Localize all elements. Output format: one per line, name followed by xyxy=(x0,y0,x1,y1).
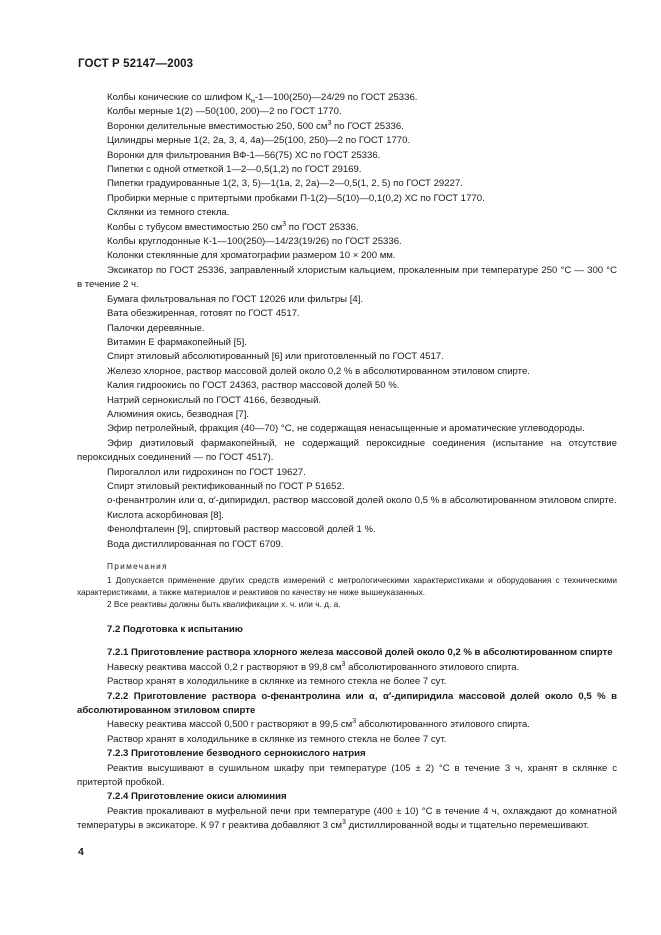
subsection-7-2-1-paragraph-1: Навеску реактива массой 0,2 г растворяют в 99,8 $см^3$ абсолютированного этилового спирта. xyxy=(107,660,520,673)
list-item: Калия гидроокись по ГОСТ 24363, раствор массовой долей 50 %. xyxy=(107,380,400,392)
list-item: Палочки деревянные. xyxy=(107,322,205,334)
list-item: Колбы конические со шлифом $К_н-1—100(250)—24/29$ по ГОСТ 25336. xyxy=(107,92,418,105)
list-item: Пирогаллол или гидрохинон по ГОСТ 19627. xyxy=(107,466,306,478)
list-item: Колбы круглодонные К-1—100(250)—14/23(19/26) по ГОСТ 25336. xyxy=(107,236,402,248)
list-item: Спирт этиловый абсолютированный [6] или приготовленный по ГОСТ 4517. xyxy=(107,351,444,363)
list-item: Бумага фильтровальная по ГОСТ 12026 или фильтры [4]. xyxy=(107,293,364,305)
list-item: Железо хлорное, раствор массовой долей около 0,2 % в абсолютированном этиловом спирте. xyxy=(107,365,530,377)
list-item: Воронки делительные вместимостью 250, 500 $см^3$ по ГОСТ 25336. xyxy=(107,119,404,132)
list-item: Эксикатор по ГОСТ 25336, заправленный хлористым кальцием, прокаленным при температуре 250 °С — 300 °С в течение 2 ч. xyxy=(77,264,617,291)
list-item: Фенолфталеин [9], спиртовый раствор массовой долей 1 %. xyxy=(107,524,376,536)
list-item: Цилиндры мерные 1(2, 2а, 3, 4, 4а)—25(100, 250)—2 по ГОСТ 1770. xyxy=(107,135,411,147)
note-2: 2 Все реактивы должны быть квалификации х. ч. или ч. д. а. xyxy=(107,599,341,609)
list-item: Колбы мерные 1(2) —50(100, 200)—2 по ГОСТ 1770. xyxy=(107,106,342,118)
list-item: Эфир петролейный, фракция (40—70) °С, не содержащая ненасыщенные и ароматические углеводороды. xyxy=(107,423,585,435)
list-item: Пробирки мерные с притертыми пробками П-1(2)—5(10)—0,1(0,2) ХС по ГОСТ 1770. xyxy=(107,192,485,204)
document-header: ГОСТ Р 52147—2003 xyxy=(78,58,194,70)
subsection-7-2-3-paragraph-1: Реактив высушивают в сушильном шкафу при температуре (105 ± 2) °С в течение 3 ч, хранят в склянке с притертой пробкой. xyxy=(77,762,617,789)
subsection-7-2-4-title: 7.2.4 Приготовление окиси алюминия xyxy=(107,791,287,803)
section-title: 7.2 Подготовка к испытанию xyxy=(107,624,243,635)
list-item: о-фенантролин или α, α′-дипиридил, раствор массовой долей около 0,5 % в абсолютированном этиловом спирте. xyxy=(107,495,617,507)
subsection-7-2-1-title: 7.2.1 Приготовление раствора хлорного железа массовой долей около 0,2 % в абсолютированном спирте xyxy=(107,647,613,659)
list-item: Колонки стеклянные для хроматографии размером 10 × 200 мм. xyxy=(107,250,396,262)
page-number: 4 xyxy=(78,846,84,858)
document-body xyxy=(77,90,617,834)
subsection-7-2-2-title: 7.2.2 Приготовление раствора о-фенантролина или α, α′-дипиридила массовой долей около 0,5 % в абсолютированном этиловом спирте xyxy=(77,690,617,717)
subsection-7-2-2-paragraph-2: Раствор хранят в холодильнике в склянке из темного стекла не более 7 сут. xyxy=(107,733,447,745)
note-1: 1 Допускается применение других средств измерений с метрологическими характеристиками и оборудования с техническими характеристиками, а также материалов и реактивов по качеству не ниже вышеуказанных. xyxy=(77,575,617,597)
subsection-7-2-2-paragraph-1: Навеску реактива массой 0,500 г растворяют в 99,5 $см^3$ абсолютированного этилового спирта. xyxy=(107,718,530,731)
equipment-list xyxy=(77,91,617,552)
list-item: Спирт этиловый ректификованный по ГОСТ Р 51652. xyxy=(107,480,345,492)
list-item: Вата обезжиренная, готовят по ГОСТ 4517. xyxy=(107,308,300,320)
subsection-7-2-4-paragraph-1: Реактив прокаливают в муфельной печи при температуре (400 ± 10) °С в течение 4 ч, охлаждают до комнатной температуры в эксикаторе. К 97 г реактива добавляют 3 $см^3$ дистиллированной воды и тщательно перемешивают. xyxy=(77,805,617,832)
list-item: Вода дистиллированная по ГОСТ 6709. xyxy=(107,538,284,550)
list-item: Склянки из темного стекла. xyxy=(107,207,230,219)
list-item: Колбы с тубусом вместимостью 250 $см^3$ по ГОСТ 25336. xyxy=(107,220,359,233)
list-item: Эфир диэтиловый фармакопейный, не содержащий пероксидные соединения (испытание на отсутствие пероксидных соединений — по ГОСТ 4517). xyxy=(77,437,617,464)
list-item: Пипетки градуированные 1(2, 3, 5)—1(1а, 2, 2а)—2—0,5(1, 2, 5) по ГОСТ 29227. xyxy=(107,178,463,190)
list-item: Кислота аскорбиновая [8]. xyxy=(107,509,224,521)
list-item: Воронки для фильтрования ВФ-1—56(75) ХС по ГОСТ 25336. xyxy=(107,149,381,161)
list-item: Витамин Е фармакопейный [5]. xyxy=(107,336,247,348)
notes-title: Примечания xyxy=(107,561,168,571)
subsection-7-2-3-title: 7.2.3 Приготовление безводного сернокислого натрия xyxy=(107,748,366,760)
notes-block xyxy=(77,560,617,610)
list-item: Алюминия окись, безводная [7]. xyxy=(107,408,250,420)
list-item: Натрий сернокислый по ГОСТ 4166, безводный. xyxy=(107,394,322,406)
subsection-7-2-1-paragraph-2: Раствор хранят в холодильнике в склянке из темного стекла не более 7 сут. xyxy=(107,676,447,688)
list-item: Пипетки с одной отметкой 1—2—0,5(1,2) по ГОСТ 29169. xyxy=(107,164,362,176)
